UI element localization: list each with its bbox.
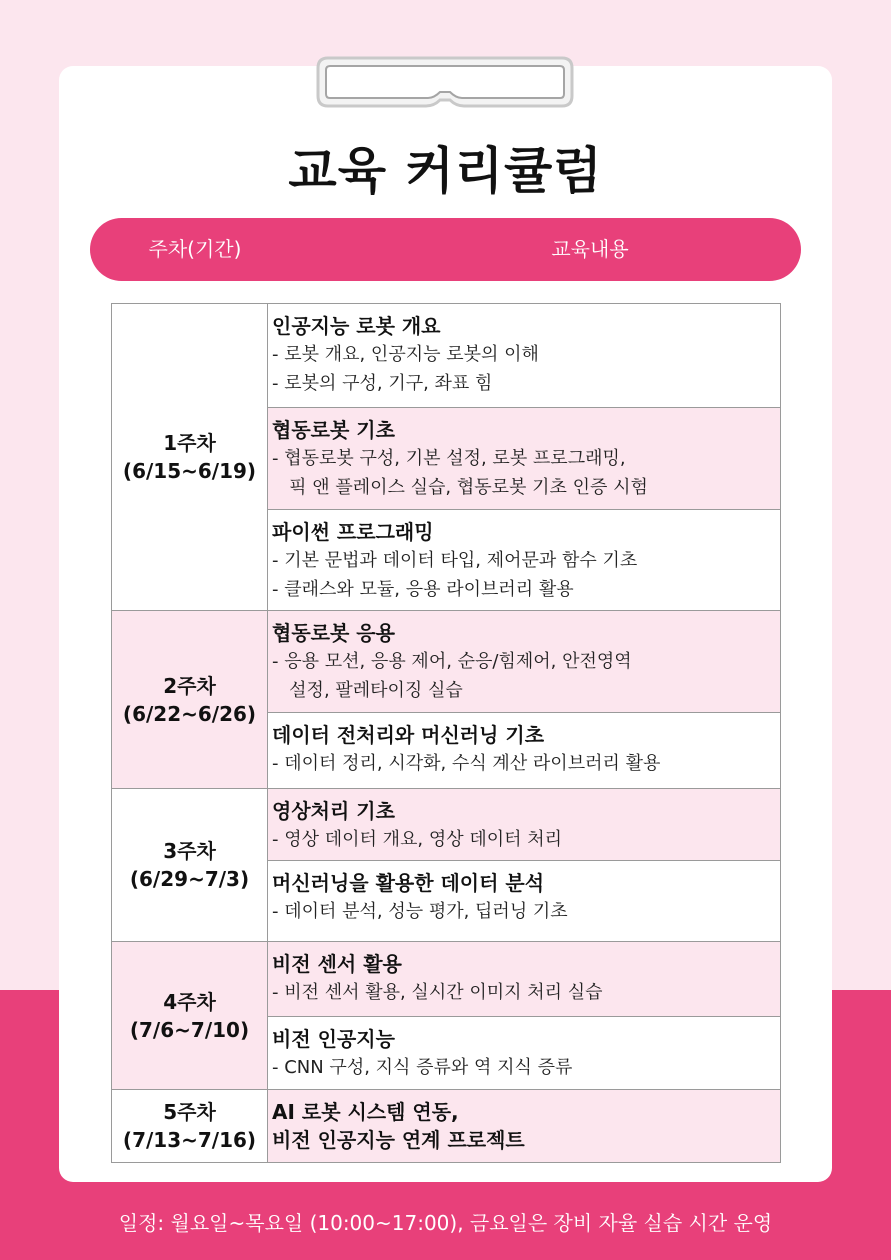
module-line: 설정, 팔레타이징 실습	[272, 680, 463, 701]
week-cell	[112, 942, 268, 1090]
module-title: 비전 센서 활용	[272, 952, 402, 976]
module-line: - 기본 문법과 데이터 타입, 제어문과 함수 기초	[272, 550, 638, 571]
week-period: (7/6~7/10)	[129, 1017, 250, 1042]
week-period: (7/13~7/16)	[122, 1128, 257, 1152]
module-cell	[268, 510, 781, 611]
week-label: 5주차	[163, 1100, 216, 1124]
week-period: (6/29~7/3)	[129, 867, 250, 891]
module-title: 머신러닝을 활용한 데이터 분석	[272, 871, 545, 895]
week-cell	[112, 789, 268, 942]
module-cell	[268, 1090, 781, 1163]
module-title: 영상처리 기초	[272, 799, 395, 823]
module-line: - CNN 구성, 지식 증류와 역 지식 증류	[272, 1057, 573, 1078]
header-week: 주차(기간)	[148, 237, 242, 261]
module-line: - 협동로봇 구성, 기본 설정, 로봇 프로그래밍,	[272, 448, 626, 469]
module-line: - 데이터 정리, 시각화, 수식 계산 라이브러리 활용	[272, 753, 661, 774]
week-label: 1주차	[163, 431, 216, 455]
week-cell	[112, 1090, 268, 1163]
header-content: 교육내용	[551, 237, 629, 261]
module-cell	[268, 408, 781, 510]
clipboard-clip-icon	[314, 54, 576, 114]
week-period: (6/22~6/26)	[122, 701, 257, 726]
module-cell	[268, 861, 781, 942]
module-line: - 데이터 분석, 성능 평가, 딥러닝 기초	[272, 901, 568, 922]
module-cell	[268, 304, 781, 408]
module-title: 인공지능 로봇 개요	[272, 314, 441, 338]
module-line: 픽 앤 플레이스 실습, 협동로봇 기초 인증 시험	[272, 477, 648, 498]
week-period: (6/15~6/19)	[122, 459, 257, 483]
curriculum-table	[111, 303, 781, 1163]
module-title: 데이터 전처리와 머신러닝 기초	[272, 723, 545, 747]
module-cell	[268, 713, 781, 789]
week-label: 4주차	[163, 989, 216, 1014]
module-line: - 클래스와 모듈, 응용 라이브러리 활용	[272, 579, 574, 600]
week-label: 3주차	[163, 839, 216, 863]
module-line: - 로봇 개요, 인공지능 로봇의 이해	[272, 344, 539, 365]
week-label: 2주차	[163, 673, 216, 698]
page-title: 교육 커리큘럼	[288, 142, 603, 200]
module-line: - 영상 데이터 개요, 영상 데이터 처리	[272, 829, 562, 850]
module-title: 협동로봇 응용	[272, 621, 395, 645]
module-title-line2: 비전 인공지능 연계 프로젝트	[272, 1128, 525, 1152]
module-line: - 응용 모션, 응용 제어, 순응/힘제어, 안전영역	[272, 651, 632, 672]
week-cell	[112, 611, 268, 789]
module-title: 파이썬 프로그래밍	[272, 520, 434, 544]
module-cell	[268, 942, 781, 1017]
module-title: AI 로봇 시스템 연동,	[272, 1100, 459, 1124]
schedule-footer: 일정: 월요일~목요일 (10:00~17:00), 금요일은 장비 자율 실습 시간 운영	[118, 1211, 773, 1235]
table-header-bar	[90, 218, 801, 281]
module-title: 협동로봇 기초	[272, 418, 395, 442]
module-line: - 로봇의 구성, 기구, 좌표 힘	[272, 373, 493, 394]
module-title: 비전 인공지능	[272, 1027, 395, 1051]
module-line: - 비전 센서 활용, 실시간 이미지 처리 실습	[272, 982, 603, 1003]
week-cell	[112, 304, 268, 611]
module-cell	[268, 1017, 781, 1090]
module-cell	[268, 789, 781, 861]
module-cell	[268, 611, 781, 713]
